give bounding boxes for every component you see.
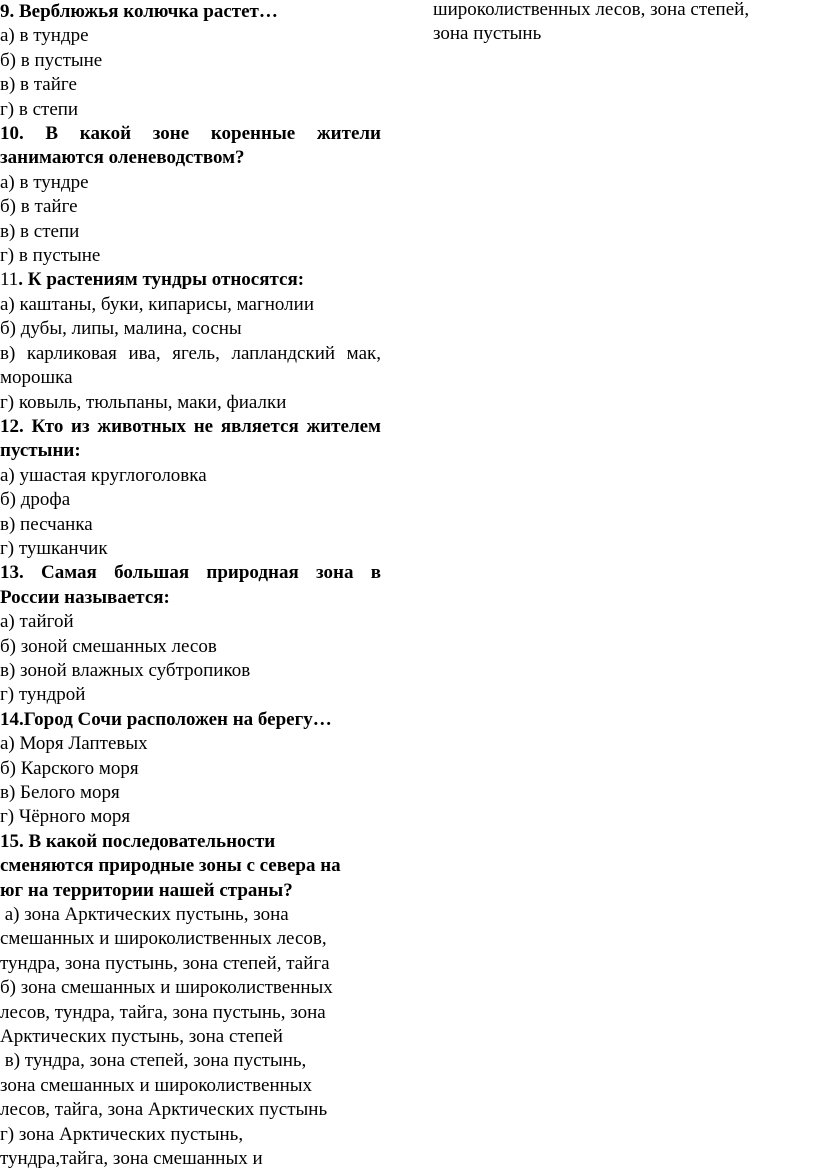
question-15-option-c-line-1: в) тундра, зона степей, зона пустынь, xyxy=(0,1050,307,1072)
question-11-option-b: б) дубы, липы, малина, сосны xyxy=(0,318,242,340)
question-15-title-line-1: 15. В какой последовательности xyxy=(0,830,276,852)
question-15-option-d-line-2: тундра,тайга, зона смешанных и xyxy=(0,1148,263,1170)
question-12 xyxy=(0,415,381,561)
question-12-option-c: в) песчанка xyxy=(0,513,93,535)
question-11-text: . К растениям тундры относятся: xyxy=(18,269,305,291)
question-15-option-a-line-3: тундра, зона пустынь, зона степей, тайга xyxy=(0,952,330,974)
question-15-title-line-3: юг на территории нашей страны? xyxy=(0,879,293,901)
question-11-number: 11 xyxy=(0,269,19,291)
question-9-option-c: в) в тайге xyxy=(0,74,77,96)
question-12-option-d: г) тушканчик xyxy=(0,537,108,559)
question-11-option-a: а) каштаны, буки, кипарисы, магнолии xyxy=(0,293,314,315)
right-column xyxy=(433,0,813,47)
question-13-option-a: а) тайгой xyxy=(0,611,74,633)
question-13-title: 13. Самая большая природная зона в России называется: xyxy=(0,562,381,608)
question-14-option-a: а) Моря Лаптевых xyxy=(0,733,148,755)
question-15-option-b-line-1: б) зона смешанных и широколиственных xyxy=(0,977,333,999)
question-15-option-c-line-3: лесов, тайга, зона Арктических пустынь xyxy=(0,1099,328,1121)
question-15-option-a-line-2: смешанных и широколиственных лесов, xyxy=(0,928,327,950)
left-column xyxy=(0,0,381,1172)
question-11-option-d: г) ковыль, тюльпаны, маки, фиалки xyxy=(0,391,287,413)
question-10-option-b: б) в тайге xyxy=(0,196,78,218)
question-10-option-a: а) в тундре xyxy=(0,171,89,193)
question-14-option-d: г) Чёрного моря xyxy=(0,806,131,828)
question-12-option-a: а) ушастая круглоголовка xyxy=(0,464,207,486)
question-12-option-b: б) дрофа xyxy=(0,489,71,511)
question-9-title: 9. Верблюжья колючка растет… xyxy=(0,1,278,22)
question-15-option-d-line-4: зона пустынь xyxy=(433,23,542,45)
question-12-title: 12. Кто из животных не является жителем пустыни: xyxy=(0,415,381,462)
question-11-option-c: в) карликовая ива, ягель, лапландский мак, морошка xyxy=(0,342,381,389)
question-15-title-line-2: сменяются природные зоны с севера на xyxy=(0,855,341,877)
question-13-option-c: в) зоной влажных субтропиков xyxy=(0,659,251,681)
question-15-option-b-line-3: Арктических пустынь, зона степей xyxy=(0,1026,283,1048)
question-14-option-c: в) Белого моря xyxy=(0,782,120,803)
question-15-option-d-line-1: г) зона Арктических пустынь, xyxy=(0,1123,244,1145)
question-14-title: 14.Город Сочи расположен на берегу… xyxy=(0,708,332,730)
question-9-option-a: а) в тундре xyxy=(0,25,89,47)
question-10-option-c: в) в степи xyxy=(0,220,80,242)
question-9-option-b: б) в пустыне xyxy=(0,49,103,71)
question-9-option-d: г) в степи xyxy=(0,98,79,120)
question-15 xyxy=(0,830,381,1172)
question-13-option-d: г) тундрой xyxy=(0,684,86,706)
question-13 xyxy=(0,561,381,707)
question-10-title: 10. В какой зоне коренные жители занимаются оленеводством? xyxy=(0,123,381,169)
question-15-option-d-line-3: широколиственных лесов, зона степей, xyxy=(433,0,750,20)
question-9 xyxy=(0,0,381,122)
question-13-option-b: б) зоной смешанных лесов xyxy=(0,635,217,657)
question-11-title xyxy=(0,268,381,292)
question-15-option-a-line-1: а) зона Арктических пустынь, зона xyxy=(0,904,289,926)
question-14-option-b: б) Карского моря xyxy=(0,757,139,779)
question-15-option-c-line-2: зона смешанных и широколиственных xyxy=(0,1074,313,1096)
question-14 xyxy=(0,708,381,830)
question-10-option-d: г) в пустыне xyxy=(0,245,101,267)
question-15-option-b-line-2: лесов, тундра, тайга, зона пустынь, зона xyxy=(0,1001,326,1023)
question-11 xyxy=(0,268,381,414)
question-10 xyxy=(0,122,381,268)
